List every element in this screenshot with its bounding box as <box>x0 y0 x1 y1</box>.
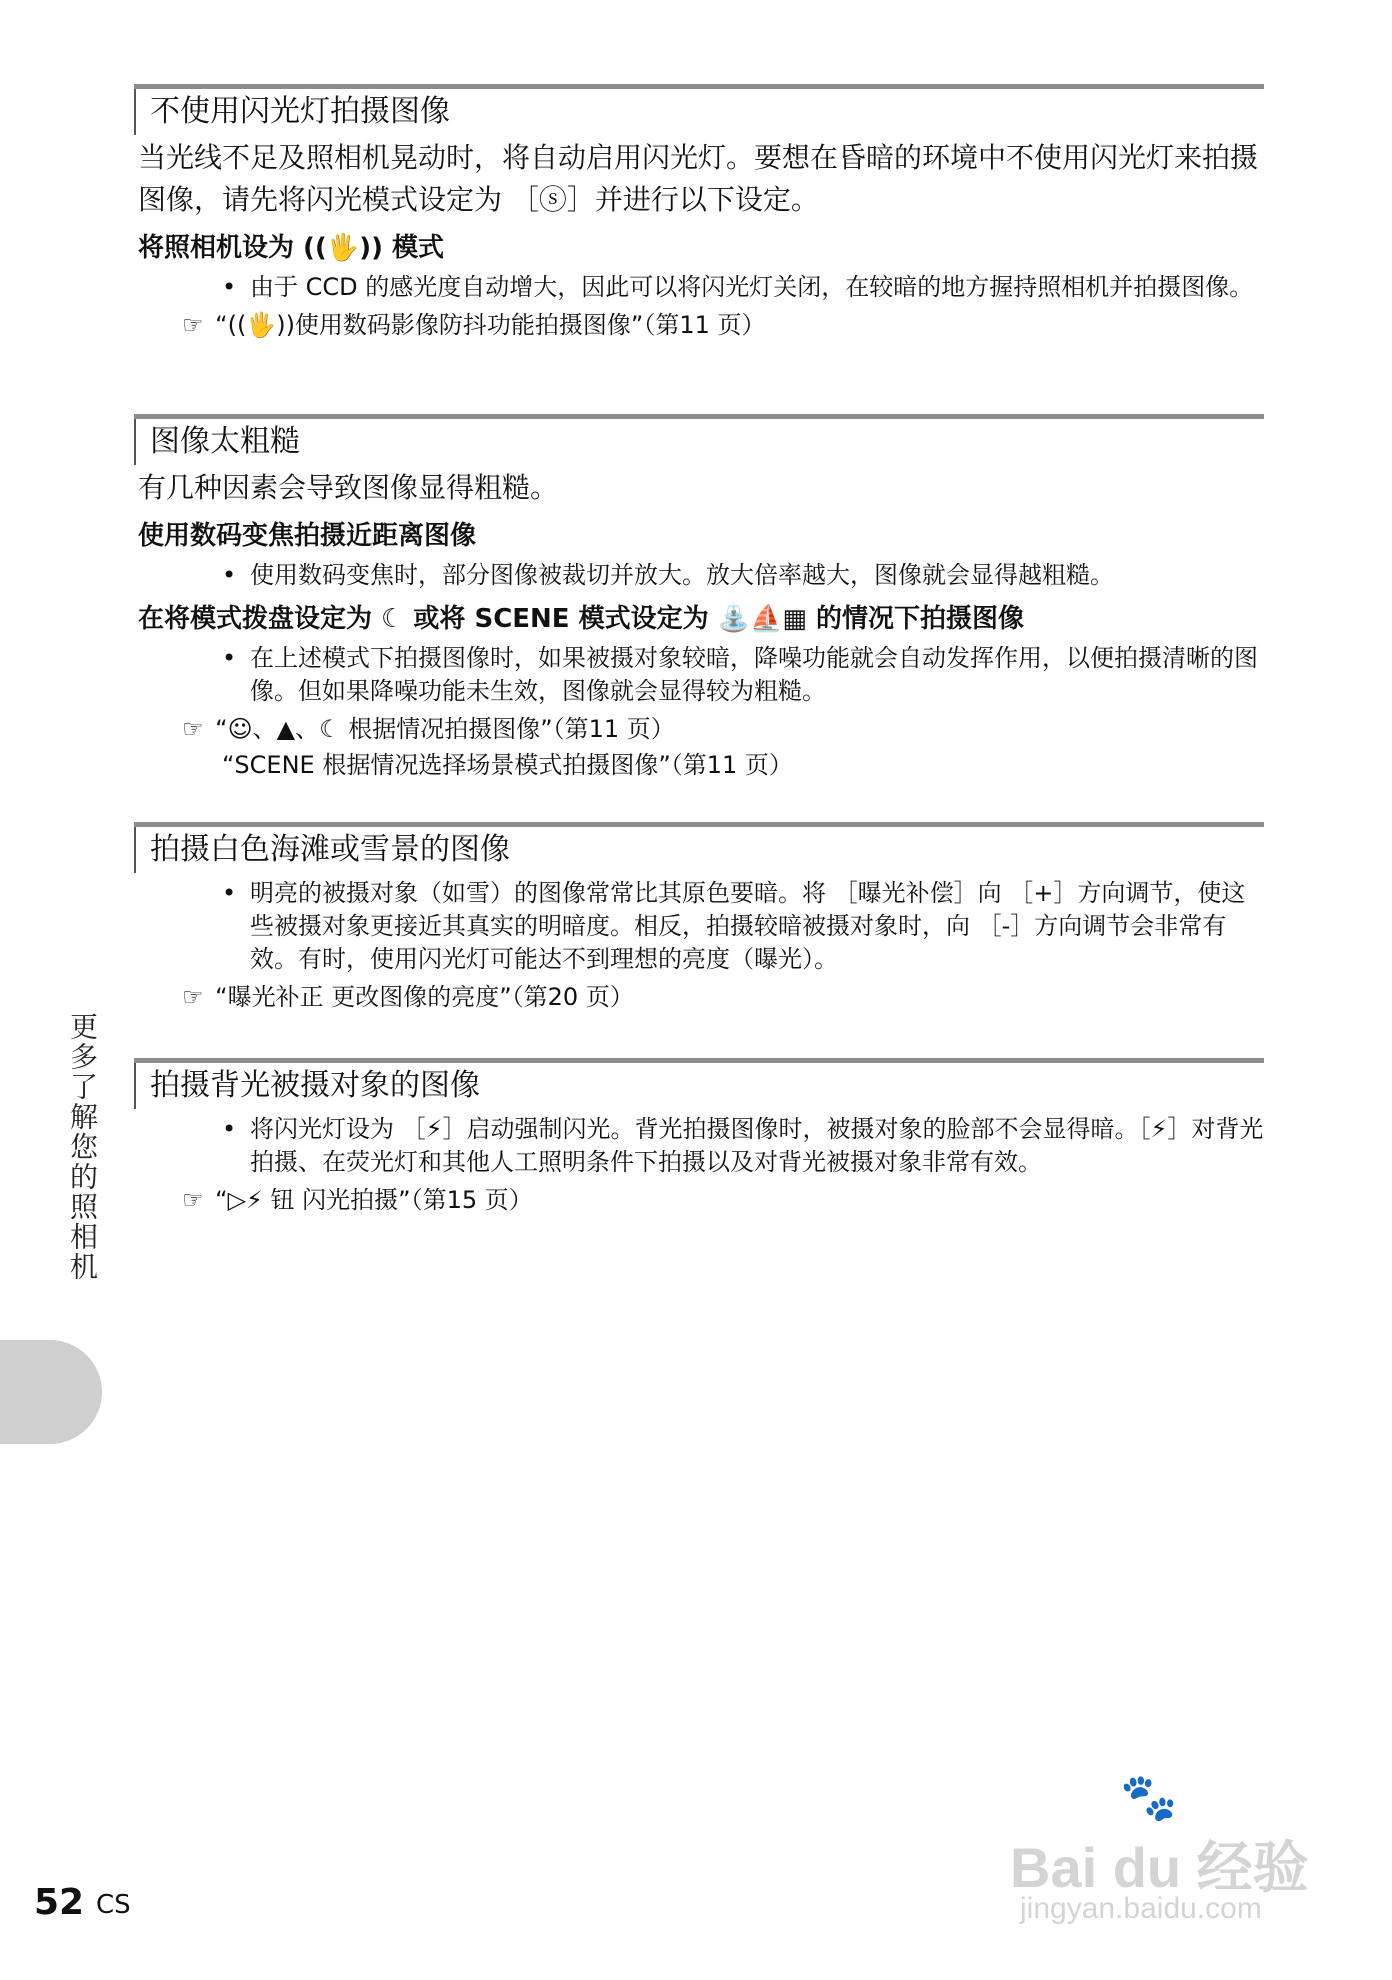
reference-hand-icon: ☞ <box>182 1186 204 1214</box>
bullet-text: 使用数码变焦时，部分图像被裁切并放大。放大倍率越大，图像就会显得越粗糙。 <box>250 561 1114 589</box>
reference-hand-icon: ☞ <box>182 715 204 743</box>
page-language: CS <box>96 1890 131 1920</box>
bullet-item <box>222 642 1264 708</box>
reference-text: “☺、▲、☾ 根据情况拍摄图像”（第11 页） <box>215 715 675 743</box>
section-title: 图像太粗糙 <box>134 419 1264 465</box>
section-title: 不使用闪光灯拍摄图像 <box>134 89 1264 135</box>
bullet-dot-icon: • <box>222 879 237 907</box>
bullet-item <box>222 271 1264 304</box>
bullet-text: 在上述模式下拍摄图像时，如果被摄对象较暗，降噪功能就会自动发挥作用，以便拍摄清晰的图像。但如果降噪功能未生效，图像就会显得较为粗糙。 <box>250 644 1258 705</box>
bullet-dot-icon: • <box>222 561 237 589</box>
section-no-flash <box>134 84 1264 342</box>
bullet-dot-icon: • <box>222 644 237 672</box>
page-reference <box>182 1183 1264 1217</box>
subheading: 在将模式拨盘设定为 ☾ 或将 SCENE 模式设定为 ⛲⛵▦ 的情况下拍摄图像 <box>138 604 1025 634</box>
bullet-dot-icon: • <box>222 273 237 301</box>
page-reference-secondary: “SCENE 根据情况选择场景模式拍摄图像”（第11 页） <box>222 751 793 779</box>
watermark-sub: jingyan.baidu.com <box>1020 1892 1262 1925</box>
section-lead: 有几种因素会导致图像显得粗糙。 <box>138 471 559 504</box>
reference-hand-icon: ☞ <box>182 983 204 1011</box>
section-beach-snow <box>134 822 1264 1014</box>
subheading: 使用数码变焦拍摄近距离图像 <box>138 521 477 551</box>
page-reference <box>182 980 1264 1014</box>
subheading: 将照相机设为 ((🖐)) 模式 <box>138 233 445 263</box>
bullet-item <box>222 877 1264 976</box>
baidu-watermark <box>1010 1770 1340 1940</box>
page-number: 52 <box>34 1882 85 1923</box>
side-chapter-tab <box>0 1340 102 1444</box>
page-reference <box>182 712 1264 746</box>
bullet-text: 将闪光灯设为 ［⚡］启动强制闪光。背光拍摄图像时，被摄对象的脸部不会显得暗。［⚡］对背光拍摄、在荧光灯和其他人工照明条件下拍摄以及对背光被摄对象非常有效。 <box>250 1115 1264 1176</box>
reference-text: “▷⚡ 钮 闪光拍摄”（第15 页） <box>215 1186 533 1214</box>
section-title: 拍摄白色海滩或雪景的图像 <box>134 827 1264 873</box>
reference-text: “((🖐))使用数码影像防抖功能拍摄图像”（第11 页） <box>215 311 766 339</box>
section-grainy <box>134 414 1264 782</box>
reference-text: “曝光补正 更改图像的亮度”（第20 页） <box>215 983 634 1011</box>
section-backlit <box>134 1058 1264 1217</box>
bullet-dot-icon: • <box>222 1115 237 1143</box>
page-reference <box>182 308 1264 342</box>
bullet-item <box>222 1113 1264 1179</box>
watermark-main: Bai du 经验 <box>1010 1836 1309 1899</box>
paw-icon: 🐾 <box>1120 1770 1178 1824</box>
side-chapter-label: 更多了解您的照相机 <box>66 1012 99 1282</box>
section-title: 拍摄背光被摄对象的图像 <box>134 1063 1264 1109</box>
section-lead: 当光线不足及照相机晃动时，将自动启用闪光灯。要想在昏暗的环境中不使用闪光灯来拍摄图像，请先将闪光模式设定为 ［ⓢ］并进行以下设定。 <box>138 141 1259 216</box>
bullet-text: 明亮的被摄对象（如雪）的图像常常比其原色要暗。将 ［曝光补偿］向 ［+］方向调节，使这些被摄对象更接近其真实的明暗度。相反，拍摄较暗被摄对象时，向 ［-］方向调节会非常有效。有时，使用闪光灯可能达不到理想的亮度（曝光）。 <box>250 879 1246 973</box>
bullet-text: 由于 CCD 的感光度自动增大，因此可以将闪光灯关闭，在较暗的地方握持照相机并拍摄图像。 <box>250 273 1254 301</box>
reference-hand-icon: ☞ <box>182 311 204 339</box>
bullet-item <box>222 559 1264 592</box>
